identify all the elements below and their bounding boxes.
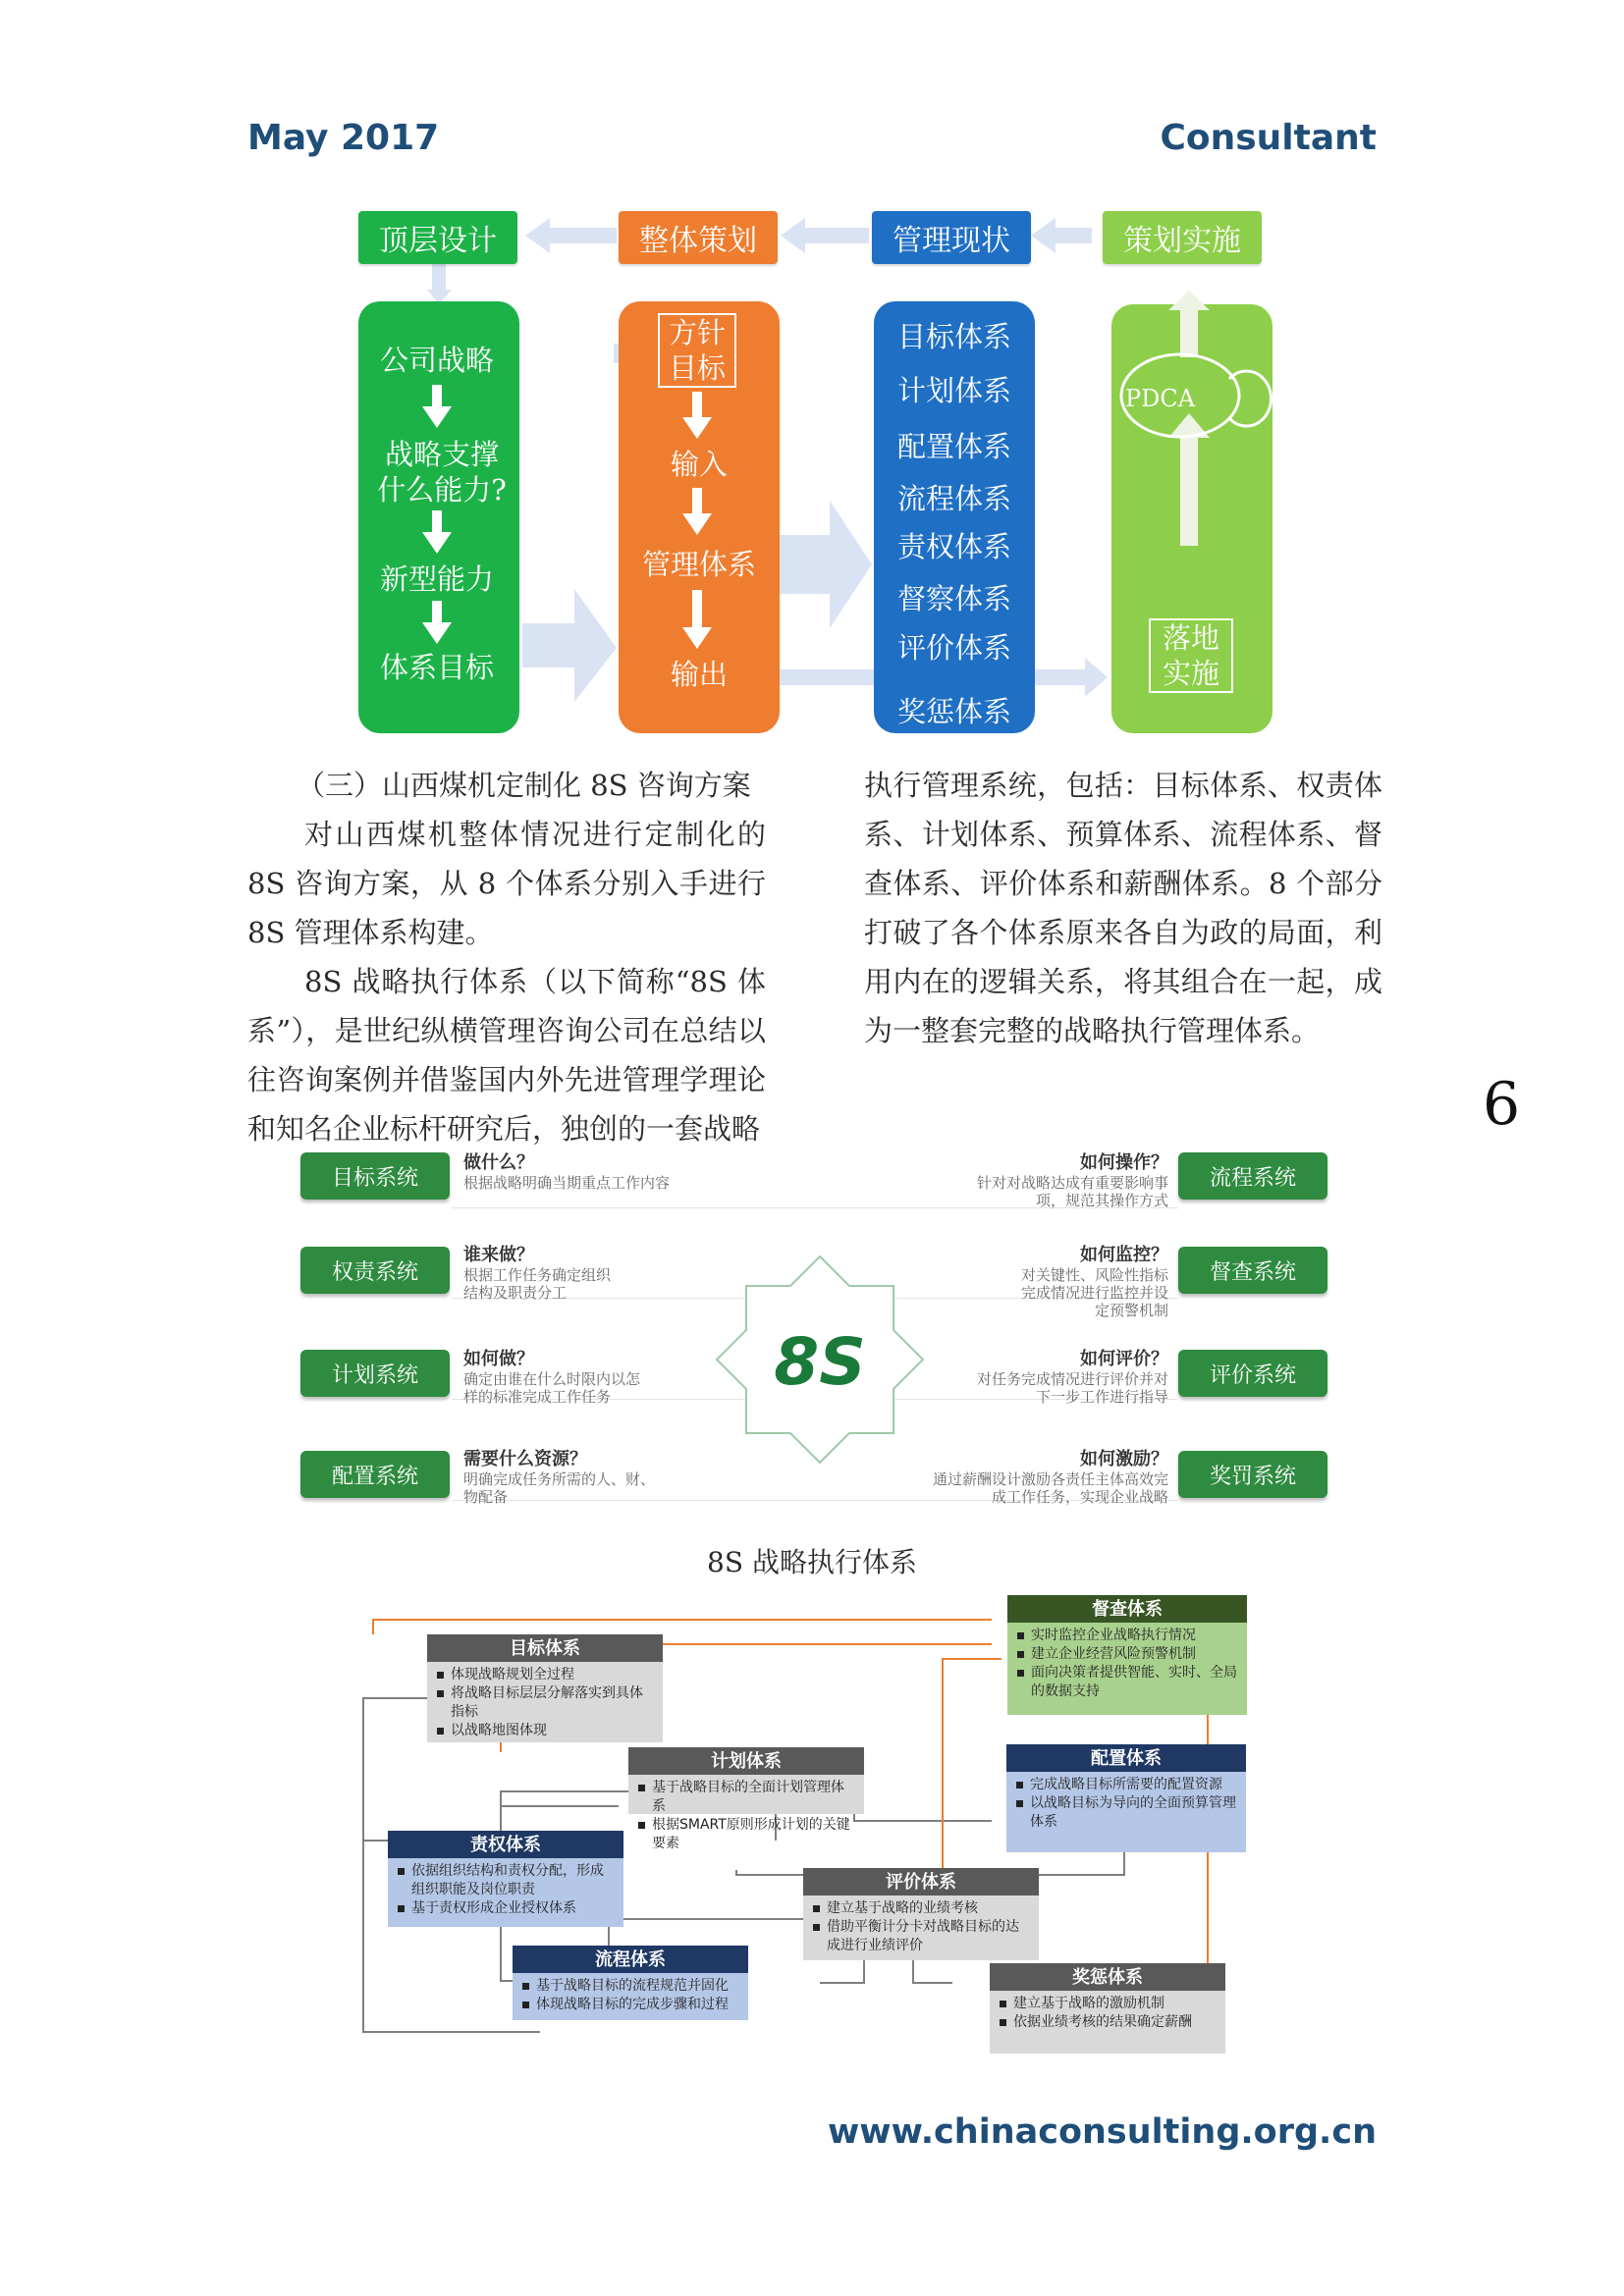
- header-date: May 2017: [247, 118, 440, 158]
- box-item: 以战略目标为导向的全面预算管理体系: [1016, 1794, 1238, 1832]
- box-item: 根据SMART原则形成计划的关键要素: [638, 1816, 856, 1853]
- box-title: 责权体系: [388, 1831, 623, 1858]
- body-left-column: [247, 761, 766, 1153]
- question: 如何监控？: [1080, 1245, 1168, 1265]
- question: 如何评价？: [1080, 1349, 1168, 1369]
- plan-system-button: 计划系统: [300, 1350, 450, 1397]
- box-title: 计划体系: [628, 1747, 864, 1775]
- col1-item: 公司战略: [379, 344, 494, 377]
- column-implementation: [1111, 304, 1272, 733]
- box-item: 建立基于战略的激励机制: [1000, 1995, 1218, 2013]
- box-title: 目标体系: [427, 1634, 663, 1662]
- box-item: 借助平衡计分卡对战略目标的达成进行业绩评价: [813, 1918, 1031, 1955]
- reward-system-button: 奖罚系统: [1178, 1451, 1327, 1498]
- box-item: 基于战略目标的全面计划管理体系: [638, 1779, 856, 1816]
- paragraph: 执行管理系统，包括：目标体系、权责体系、计划体系、预算体系、流程体系、督查体系、评价体系和薪酬体系。8 个部分打破了各个体系原来各自为政的局面，利用内在的逻辑关系，将其组合在一起，成为一整套完整的战略执行管理体系。: [864, 769, 1382, 1047]
- column-plan: [619, 301, 780, 733]
- description: 根据战略明确当期重点工作内容: [463, 1174, 671, 1192]
- description: 对任务完成情况进行评价并对 下一步工作进行指导: [976, 1370, 1168, 1406]
- supervision-system-box: [1007, 1595, 1247, 1715]
- description: 确定由谁在什么时限内以怎 样的标准完成工作任务: [463, 1370, 641, 1406]
- tag-top-design: 顶层设计: [358, 211, 517, 264]
- box-item: 完成战略目标所需要的配置资源: [1016, 1776, 1238, 1794]
- box-item: 基于责权形成企业授权体系: [398, 1899, 616, 1918]
- col1-item: 新型能力: [379, 562, 494, 596]
- question: 做什么？: [463, 1152, 534, 1173]
- body-right-column: [864, 761, 1382, 1055]
- system-item: 目标体系: [896, 320, 1011, 353]
- column-systems: [874, 301, 1035, 733]
- system-item: 责权体系: [896, 530, 1011, 563]
- target-system-box: [427, 1634, 663, 1742]
- supervision-system-button: 督查系统: [1178, 1247, 1327, 1294]
- policy-goal-box: 方针 目标: [658, 313, 736, 388]
- tag-overall-plan: 整体策划: [619, 211, 778, 264]
- description: 根据工作任务确定组织 结构及职责分工: [463, 1266, 612, 1302]
- tag-current-status: 管理现状: [872, 211, 1031, 264]
- figure-caption: 8S 战略执行体系: [707, 1546, 917, 1578]
- box-title: 督查体系: [1007, 1595, 1247, 1623]
- box-item: 以战略地图体现: [437, 1722, 655, 1740]
- question: 如何做？: [463, 1349, 534, 1369]
- col2-item: 输入: [670, 448, 728, 481]
- box-item: 依据业绩考核的结果确定薪酬: [1000, 2013, 1218, 2032]
- box-item: 依据组织结构和责权分配，形成组织职能及岗位职责: [398, 1862, 616, 1899]
- reward-system-box: [990, 1963, 1225, 2054]
- page-number: 6: [1483, 1070, 1521, 1139]
- box-item: 将战略目标层层分解落实到具体指标: [437, 1684, 655, 1722]
- box-item: 实时监控企业战略执行情况: [1017, 1627, 1239, 1645]
- evaluation-system-button: 评价系统: [1178, 1350, 1327, 1397]
- description: 对关键性、风险性指标 完成情况进行监控并设 定预警机制: [1020, 1266, 1168, 1319]
- allocation-system-button: 配置系统: [300, 1451, 450, 1498]
- figure-strategy-flow: [353, 206, 1276, 736]
- paragraph: 8S 战略执行体系（以下简称“8S 体系”），是世纪纵横管理咨询公司在总结以往咨询案例并借鉴国内外先进管理学理论和知名企业标杆研究后，独创的一套战略: [247, 965, 766, 1146]
- 8s-label: 8S: [774, 1324, 866, 1400]
- box-item: 建立企业经营风险预警机制: [1017, 1645, 1239, 1664]
- box-item: 面向决策者提供智能、实时、全局的数据支持: [1017, 1664, 1239, 1701]
- system-item: 流程体系: [896, 482, 1011, 515]
- col2-item: 输出: [670, 658, 728, 691]
- question: 谁来做？: [463, 1245, 534, 1265]
- header-magazine: Consultant: [1160, 118, 1377, 158]
- box-item: 体现战略目标的完成步骤和过程: [522, 1996, 740, 2014]
- tag-implementation: 策划实施: [1103, 211, 1262, 264]
- system-item: 奖惩体系: [896, 695, 1011, 728]
- box-title: 评价体系: [803, 1868, 1039, 1896]
- box-title: 流程体系: [513, 1946, 748, 1973]
- question: 如何激励？: [1080, 1449, 1168, 1469]
- 8s-emblem: [707, 1247, 933, 1472]
- responsibility-system-box: [388, 1831, 623, 1927]
- system-item: 计划体系: [896, 374, 1011, 407]
- box-item: 体现战略规划全过程: [437, 1666, 655, 1684]
- box-item: 基于战略目标的流程规范并固化: [522, 1977, 740, 1996]
- process-system-button: 流程系统: [1178, 1152, 1327, 1200]
- box-item: 建立基于战略的业绩考核: [813, 1899, 1031, 1918]
- col1-item: 战略支撑 什么能力?: [377, 438, 507, 507]
- section-heading: （三）山西煤机定制化 8S 咨询方案: [297, 769, 751, 802]
- question: 需要什么资源？: [463, 1449, 587, 1469]
- system-item: 评价体系: [896, 631, 1011, 665]
- evaluation-system-box: [803, 1868, 1039, 1960]
- landing-box: 落地 实施: [1149, 618, 1233, 693]
- box-title: 配置体系: [1006, 1744, 1246, 1772]
- question: 如何操作？: [1080, 1152, 1168, 1173]
- description: 通过薪酬设计激励各责任主体高效完 成工作任务，实现企业战略: [932, 1470, 1168, 1506]
- box-title: 奖惩体系: [990, 1963, 1225, 1991]
- allocation-system-box: [1006, 1744, 1246, 1852]
- figure-system-relations: [353, 1590, 1257, 2061]
- footer-url: www.chinaconsulting.org.cn: [827, 2112, 1377, 2152]
- system-item: 督察体系: [896, 582, 1011, 615]
- plan-system-box: [628, 1747, 864, 1851]
- col2-item: 管理体系: [641, 548, 756, 581]
- column-strategy: [358, 301, 519, 733]
- process-system-box: [513, 1946, 748, 2020]
- paragraph: 对山西煤机整体情况进行定制化的 8S 咨询方案，从 8 个体系分别入手进行 8S 管理体系构建。: [247, 818, 766, 949]
- description: 针对对战略达成有重要影响事 项，规范其操作方式: [976, 1174, 1168, 1209]
- responsibility-system-button: 权责系统: [300, 1247, 450, 1294]
- figure-8s: [295, 1148, 1335, 1522]
- target-system-button: 目标系统: [300, 1152, 450, 1200]
- col1-item: 体系目标: [379, 651, 494, 684]
- pdca-label: PDCA: [1125, 385, 1196, 412]
- description: 明确完成任务所需的人、财、 物配备: [463, 1470, 656, 1506]
- system-item: 配置体系: [896, 430, 1011, 463]
